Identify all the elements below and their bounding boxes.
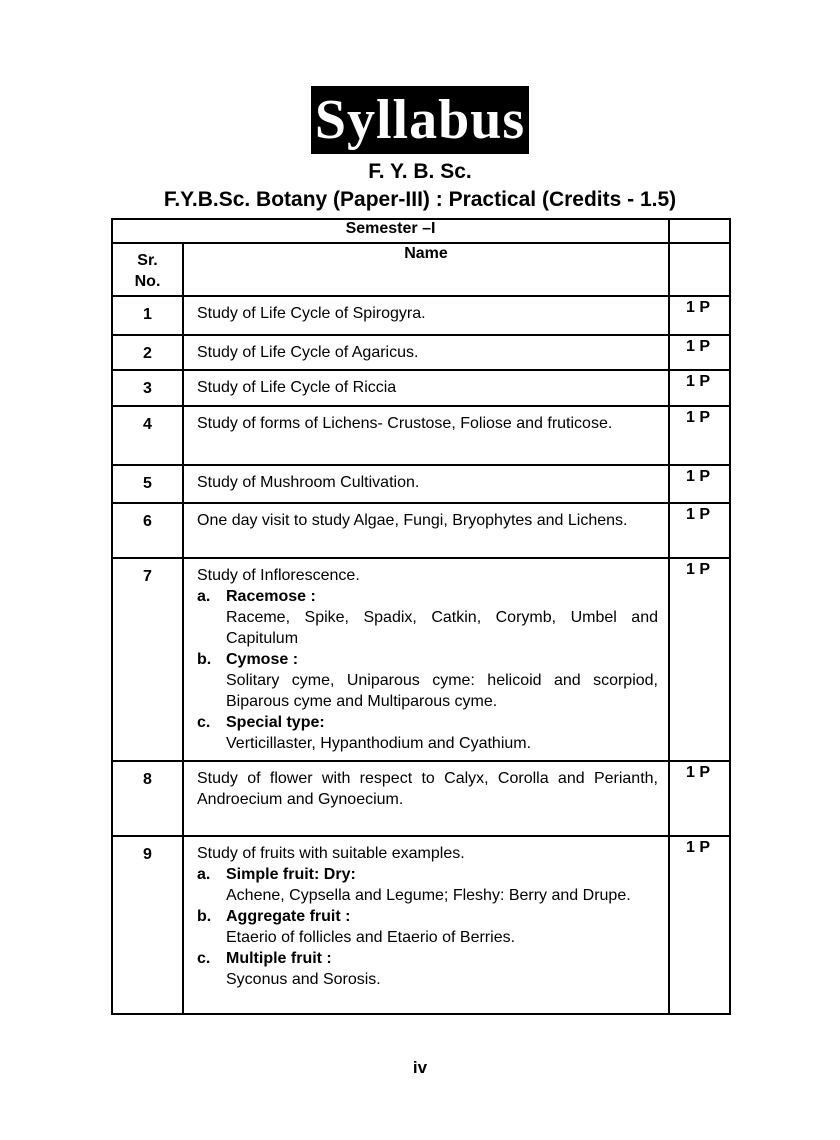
- semester-header-blank: [669, 219, 730, 243]
- practical-title: Study of fruits with suitable examples.: [197, 845, 465, 862]
- sub-item: [197, 712, 658, 754]
- sub-item: [197, 948, 658, 990]
- table-row: [112, 335, 730, 370]
- practical-title: Study of flower with respect to Calyx, Corolla and Perianth, Androecium and Gynoecium.: [197, 770, 658, 808]
- semester-header: Semester –I: [112, 219, 669, 243]
- row-number: 1: [112, 296, 183, 335]
- row-name: [183, 558, 669, 761]
- sub-item-label: b.: [197, 651, 212, 668]
- sub-item: [197, 906, 658, 948]
- sub-item-title: Multiple fruit :: [226, 950, 332, 967]
- practical-title: Study of Life Cycle of Spirogyra.: [197, 305, 426, 322]
- row-credit: 1 P: [669, 558, 730, 761]
- table-row: [112, 761, 730, 836]
- page-number: iv: [412, 1058, 428, 1077]
- row-credit: 1 P: [669, 465, 730, 503]
- sub-item-body: Etaerio of follicles and Etaerio of Berries.: [226, 929, 516, 946]
- row-credit: 1 P: [669, 335, 730, 370]
- table-row: [112, 406, 730, 465]
- sub-item-body: Raceme, Spike, Spadix, Catkin, Corymb, Umbel and Capitulum: [226, 609, 658, 647]
- table-row: [112, 503, 730, 558]
- row-credit: 1 P: [669, 370, 730, 406]
- name-header: Name: [183, 243, 669, 296]
- sr-no-header: Sr. No.: [112, 243, 183, 296]
- row-number: 8: [112, 761, 183, 836]
- sub-item: [197, 864, 658, 906]
- row-name: [183, 761, 669, 836]
- row-number: 7: [112, 558, 183, 761]
- sub-item: [197, 586, 658, 649]
- row-name: [183, 465, 669, 503]
- sub-item-label: b.: [197, 908, 212, 925]
- practical-title: Study of Life Cycle of Agaricus.: [197, 344, 419, 361]
- row-number: 9: [112, 836, 183, 1014]
- sub-item-title: Racemose :: [226, 588, 316, 605]
- syllabus-banner: Syllabus: [311, 86, 529, 154]
- row-name: [183, 296, 669, 335]
- row-number: 6: [112, 503, 183, 558]
- sub-item-body: Achene, Cypsella and Legume; Fleshy: Berry and Drupe.: [226, 887, 631, 904]
- practical-title: One day visit to study Algae, Fungi, Bryophytes and Lichens.: [197, 512, 628, 529]
- table-row: [112, 370, 730, 406]
- row-name: [183, 370, 669, 406]
- table-row: [112, 465, 730, 503]
- row-name: [183, 335, 669, 370]
- sub-item-title: Simple fruit: Dry:: [226, 866, 356, 883]
- table-row: [112, 836, 730, 1014]
- sub-item-title: Cymose :: [226, 651, 299, 668]
- row-name: [183, 503, 669, 558]
- row-credit: 1 P: [669, 836, 730, 1014]
- practical-title: Study of Life Cycle of Riccia: [197, 379, 397, 396]
- practical-title: Study of forms of Lichens- Crustose, Foliose and fruticose.: [197, 415, 613, 432]
- subtitle: F. Y. B. Sc.: [368, 160, 472, 183]
- row-credit: 1 P: [669, 296, 730, 335]
- table-row: [112, 296, 730, 335]
- sub-item-body: Solitary cyme, Uniparous cyme: helicoid and scorpiod, Biparous cyme and Multiparous cyme.: [226, 672, 658, 710]
- row-credit: 1 P: [669, 503, 730, 558]
- sub-item-label: a.: [197, 866, 211, 883]
- row-number: 5: [112, 465, 183, 503]
- row-name: [183, 836, 669, 1014]
- row-number: 3: [112, 370, 183, 406]
- credit-header: [669, 243, 730, 296]
- sub-item-body: Syconus and Sorosis.: [226, 971, 381, 988]
- sub-item-label: c.: [197, 950, 211, 967]
- practical-title: Study of Inflorescence.: [197, 567, 360, 584]
- sub-item: [197, 649, 658, 712]
- row-number: 4: [112, 406, 183, 465]
- row-credit: 1 P: [669, 406, 730, 465]
- course-title: F.Y.B.Sc. Botany (Paper-III) : Practical (Credits - 1.5): [163, 188, 677, 211]
- table-row: [112, 558, 730, 761]
- sub-item-body: Verticillaster, Hypanthodium and Cyathium.: [226, 735, 532, 752]
- row-number: 2: [112, 335, 183, 370]
- row-credit: 1 P: [669, 761, 730, 836]
- sub-item-title: Special type:: [226, 714, 325, 731]
- sub-item-label: c.: [197, 714, 211, 731]
- practical-table: [111, 218, 731, 1015]
- sub-item-label: a.: [197, 588, 211, 605]
- practical-title: Study of Mushroom Cultivation.: [197, 474, 420, 491]
- sub-item-title: Aggregate fruit :: [226, 908, 351, 925]
- row-name: [183, 406, 669, 465]
